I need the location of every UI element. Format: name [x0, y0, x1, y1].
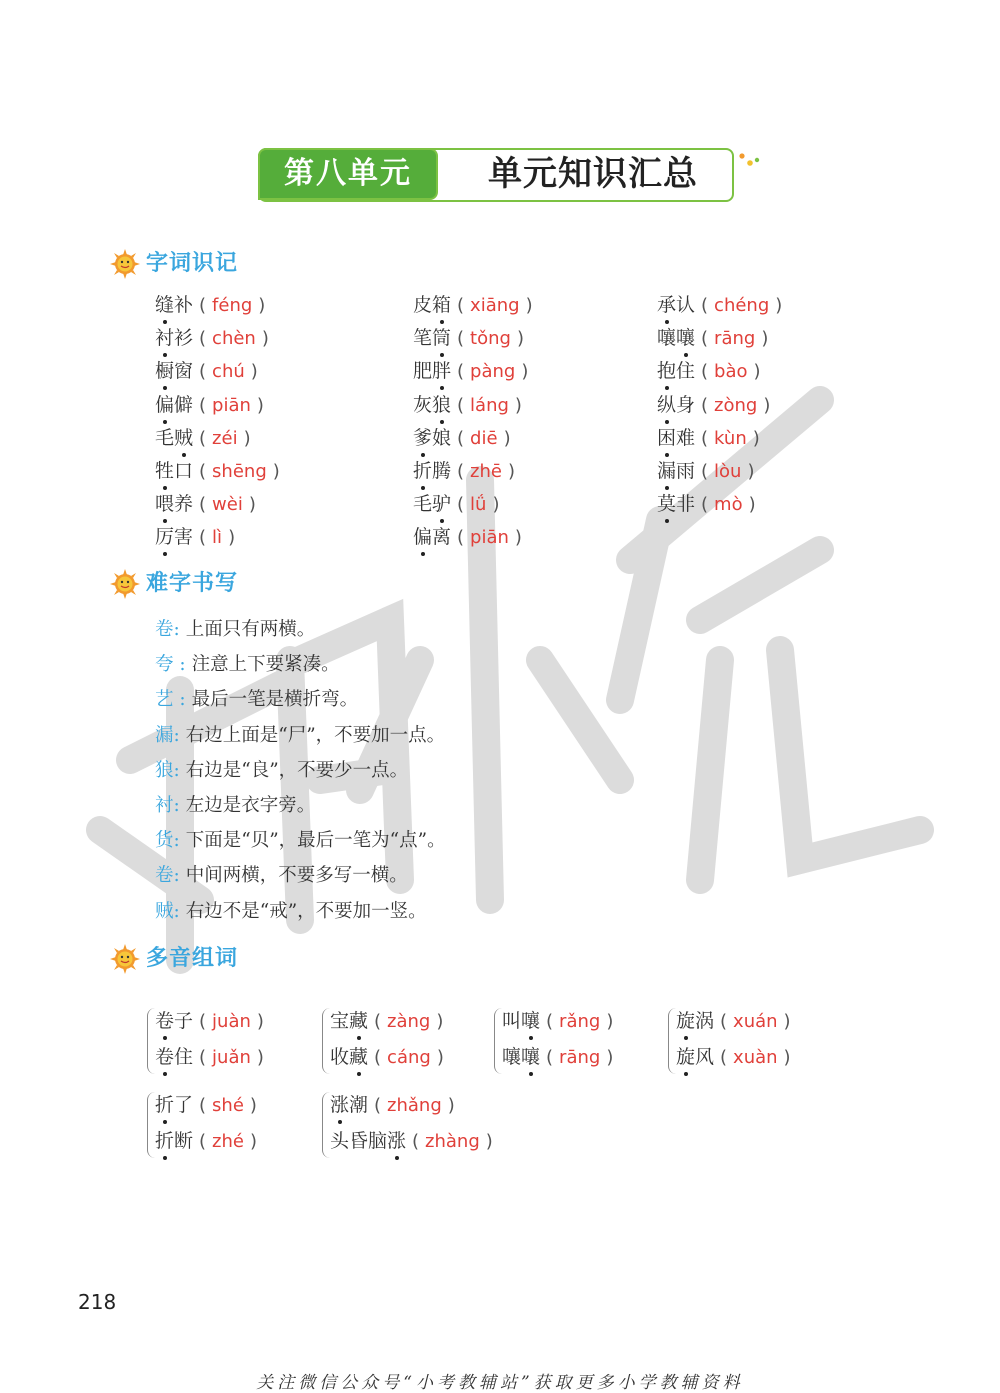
hard-char-note: 最后一笔是横折弯。	[191, 689, 359, 711]
pinyin: tǒng	[470, 328, 511, 350]
pinyin: shé	[212, 1095, 244, 1116]
emphasis-dot	[163, 1072, 167, 1076]
paren-open: (	[374, 1095, 382, 1116]
separator: :	[173, 794, 180, 816]
hard-char-note: 右边是“良”，不要少一点。	[185, 759, 409, 781]
sun-icon	[110, 249, 140, 279]
poly-line	[155, 1042, 270, 1074]
emphasis-dot	[357, 1072, 361, 1076]
paren-open: (	[199, 295, 207, 316]
vocab-row	[413, 522, 633, 555]
hard-char-row	[155, 755, 446, 790]
paren-open: (	[457, 361, 465, 383]
paren-close: )	[753, 361, 761, 383]
vocab-row	[657, 290, 877, 323]
paren-close: )	[763, 394, 771, 416]
pinyin: láng	[470, 394, 509, 416]
pinyin: rāng	[714, 328, 756, 350]
paren-open: (	[457, 394, 465, 416]
vocab-row	[657, 456, 877, 489]
paren-close: )	[256, 1047, 264, 1068]
vocab-word: 偏僻	[155, 390, 193, 420]
paren-open: (	[701, 427, 709, 449]
hard-char: 贼	[155, 900, 174, 922]
emphasis-dot	[529, 1036, 533, 1040]
poly-line	[676, 1006, 797, 1038]
vocab-word: 橱窗	[155, 356, 193, 386]
emphasis-dot	[338, 1120, 342, 1124]
pinyin: bào	[714, 361, 748, 383]
vocab-word: 收藏	[330, 1042, 368, 1072]
hard-char-row	[155, 684, 446, 719]
hard-char: 卷	[155, 619, 174, 640]
paren-open: (	[199, 1095, 207, 1116]
paren-close: )	[521, 361, 529, 383]
paren-close: )	[516, 328, 524, 350]
vocab-row	[155, 323, 375, 356]
pinyin: lǘ	[470, 494, 487, 516]
paren-close: )	[249, 1095, 257, 1116]
poly-line	[330, 1090, 461, 1122]
poly-line	[155, 1006, 270, 1038]
poly-group	[322, 1090, 512, 1166]
paren-open: (	[199, 328, 207, 350]
poly-line	[330, 1126, 499, 1158]
pinyin: chú	[212, 361, 245, 383]
paren-close: )	[485, 1131, 493, 1152]
pinyin: xuán	[733, 1011, 778, 1032]
pinyin: piān	[212, 394, 251, 416]
paren-open: (	[199, 527, 207, 549]
vocab-row	[155, 522, 375, 555]
emphasis-dot	[684, 1036, 688, 1040]
vocab-word: 肥胖	[413, 356, 451, 386]
vocab-word: 涨潮	[330, 1090, 368, 1120]
hard-char-row	[155, 860, 446, 895]
vocab-column	[657, 290, 877, 522]
vocab-word: 头昏脑涨	[330, 1126, 406, 1156]
paren-close: )	[514, 527, 522, 549]
pinyin: cáng	[387, 1047, 431, 1068]
hard-char-row	[155, 896, 446, 931]
emphasis-dot	[163, 552, 167, 556]
vocab-word: 卷住	[155, 1042, 193, 1072]
paren-close: )	[514, 394, 522, 416]
pinyin: kùn	[714, 427, 747, 449]
vocab-word: 缝补	[155, 290, 193, 320]
pinyin: zhē	[470, 460, 502, 482]
vocab-word: 折腾	[413, 456, 451, 486]
emphasis-dot	[684, 1072, 688, 1076]
pinyin: chèn	[212, 328, 256, 350]
paren-open: (	[374, 1047, 382, 1068]
vocab-word: 莫非	[657, 489, 695, 519]
vocab-word: 喂养	[155, 489, 193, 519]
vocab-word: 卷子	[155, 1006, 193, 1036]
paren-close: )	[258, 295, 266, 316]
poly-line	[155, 1126, 263, 1158]
separator: :	[173, 865, 180, 887]
paren-open: (	[701, 494, 709, 516]
paren-open: (	[457, 427, 465, 449]
hard-char-note: 右边不是“戒”，不要加一竖。	[185, 900, 427, 922]
hard-chars-list	[155, 614, 446, 931]
vocab-word: 厉害	[155, 522, 193, 552]
hard-char-note: 左边是衣字旁。	[185, 794, 316, 816]
poly-line	[676, 1042, 797, 1074]
vocab-row	[657, 356, 877, 389]
paren-open: (	[457, 460, 465, 482]
vocab-word: 折了	[155, 1090, 193, 1120]
paren-open: (	[199, 1047, 207, 1068]
hard-char-row	[155, 720, 446, 755]
pinyin: xiāng	[470, 295, 520, 316]
pinyin: piān	[470, 527, 509, 549]
vocab-word: 衬衫	[155, 323, 193, 353]
paren-close: )	[748, 494, 756, 516]
separator: :	[173, 900, 180, 922]
paren-open: (	[720, 1047, 728, 1068]
paren-open: (	[374, 1011, 382, 1032]
vocab-word: 抱住	[657, 356, 695, 386]
vocab-row	[413, 489, 633, 522]
paren-open: (	[546, 1047, 554, 1068]
paren-close: )	[606, 1047, 614, 1068]
vocab-row	[155, 356, 375, 389]
paren-close: )	[503, 427, 511, 449]
poly-group	[147, 1006, 337, 1082]
hard-char-note: 注意上下要紧凑。	[191, 654, 340, 676]
pinyin: zòng	[714, 394, 758, 416]
hard-char: 衬	[155, 794, 174, 816]
paren-close: )	[775, 295, 783, 316]
paren-close: )	[228, 527, 236, 549]
paren-close: )	[256, 394, 264, 416]
vocab-word: 偏离	[413, 522, 451, 552]
hard-char-note: 下面是“贝”，最后一笔为“点”。	[185, 830, 446, 852]
vocab-word: 皮箱	[413, 290, 451, 320]
paren-open: (	[701, 328, 709, 350]
section-title: 难字书写	[146, 571, 239, 596]
vocab-row	[657, 489, 877, 522]
emphasis-dot	[163, 1120, 167, 1124]
vocab-row	[413, 356, 633, 389]
paren-open: (	[199, 1131, 207, 1152]
pinyin: juàn	[212, 1011, 251, 1032]
vocab-row	[413, 390, 633, 423]
paren-close: )	[248, 494, 256, 516]
hard-char-note: 上面只有两横。	[185, 619, 316, 640]
paren-open: (	[701, 361, 709, 383]
vocab-word: 承认	[657, 290, 695, 320]
pinyin: zàng	[387, 1011, 431, 1032]
vocab-row	[413, 423, 633, 456]
hard-char: 货	[155, 830, 174, 852]
emphasis-dot	[163, 1156, 167, 1160]
paren-close: )	[261, 328, 269, 350]
hard-char-row	[155, 825, 446, 860]
emphasis-dot	[529, 1072, 533, 1076]
poly-group	[668, 1006, 858, 1082]
vocab-word: 旋涡	[676, 1006, 714, 1036]
vocab-column	[413, 290, 633, 556]
paren-close: )	[761, 328, 769, 350]
paren-open: (	[199, 460, 207, 482]
poly-line	[155, 1090, 263, 1122]
paren-open: (	[720, 1011, 728, 1032]
paren-close: )	[250, 361, 258, 383]
unit-tag: 第八单元	[258, 148, 438, 200]
vocab-row	[413, 456, 633, 489]
hard-char: 卷	[155, 865, 174, 887]
pinyin: pàng	[470, 361, 516, 383]
vocab-word: 折断	[155, 1126, 193, 1156]
page-title: 单元知识汇总	[488, 154, 698, 194]
page-number: 218	[78, 1290, 117, 1314]
pinyin: zhé	[212, 1131, 244, 1152]
poly-line	[330, 1006, 449, 1038]
poly-line	[330, 1042, 450, 1074]
pinyin: lòu	[714, 460, 742, 482]
separator: :	[173, 830, 180, 852]
vocab-word: 宝藏	[330, 1006, 368, 1036]
sun-icon	[110, 569, 140, 599]
paren-close: )	[272, 460, 280, 482]
vocab-word: 叫嚷	[502, 1006, 540, 1036]
paren-open: (	[701, 394, 709, 416]
vocab-word: 嚷嚷	[502, 1042, 540, 1072]
paren-open: (	[701, 460, 709, 482]
vocab-word: 灰狼	[413, 390, 451, 420]
hard-char: 狼	[155, 759, 174, 781]
separator: :	[173, 759, 180, 781]
emphasis-dot	[395, 1156, 399, 1160]
paren-open: (	[457, 328, 465, 350]
vocab-row	[155, 456, 375, 489]
pinyin: lì	[212, 527, 223, 549]
pinyin: zhǎng	[387, 1095, 442, 1116]
paren-close: )	[752, 427, 760, 449]
paren-open: (	[412, 1131, 420, 1152]
hard-char-note: 中间两横，不要多写一横。	[185, 865, 408, 887]
pinyin: mò	[714, 494, 743, 516]
vocab-word: 困难	[657, 423, 695, 453]
pinyin: rǎng	[559, 1011, 601, 1032]
poly-group	[147, 1090, 337, 1166]
vocab-word: 旋风	[676, 1042, 714, 1072]
paren-close: )	[447, 1095, 455, 1116]
vocab-column	[155, 290, 375, 556]
vocab-row	[155, 390, 375, 423]
vocab-word: 毛驴	[413, 489, 451, 519]
paren-open: (	[199, 1011, 207, 1032]
poly-line	[502, 1006, 619, 1038]
paren-open: (	[199, 494, 207, 516]
paren-open: (	[701, 295, 709, 316]
separator: :	[173, 724, 180, 746]
pinyin: juǎn	[212, 1047, 251, 1068]
pinyin: xuàn	[733, 1047, 778, 1068]
vocab-row	[413, 323, 633, 356]
vocab-word: 爹娘	[413, 423, 451, 453]
emphasis-dot	[421, 552, 425, 556]
poly-group	[494, 1006, 684, 1082]
paren-close: )	[436, 1011, 444, 1032]
separator: :	[173, 689, 186, 711]
paren-close: )	[492, 494, 500, 516]
paren-open: (	[199, 394, 207, 416]
unit-banner	[258, 148, 734, 202]
hard-char-row	[155, 649, 446, 684]
section-title: 多音组词	[146, 946, 239, 971]
vocab-word: 漏雨	[657, 456, 695, 486]
pinyin: féng	[212, 295, 253, 316]
section-title: 字词识记	[146, 251, 239, 276]
hard-char: 夸	[155, 654, 174, 676]
poly-line	[502, 1042, 619, 1074]
vocab-row	[413, 290, 633, 323]
vocab-row	[657, 423, 877, 456]
pinyin: diē	[470, 427, 498, 449]
decor-dots-icon	[738, 152, 760, 170]
vocab-row	[657, 323, 877, 356]
vocab-row	[155, 423, 375, 456]
vocab-word: 嚷嚷	[657, 323, 695, 353]
hard-char-row	[155, 614, 446, 649]
emphasis-dot	[665, 519, 669, 523]
separator: :	[173, 619, 180, 640]
sun-icon	[110, 944, 140, 974]
paren-close: )	[507, 460, 516, 482]
vocab-word: 纵身	[657, 390, 695, 420]
paren-open: (	[199, 427, 207, 449]
vocab-row	[155, 489, 375, 522]
paren-open: (	[457, 295, 465, 316]
footer-note: 关注微信公众号“小考教辅站”获取更多小学教辅资料	[256, 1373, 744, 1393]
separator: :	[173, 654, 186, 676]
pinyin: wèi	[212, 494, 243, 516]
vocab-row	[657, 390, 877, 423]
pinyin: zhàng	[425, 1131, 480, 1152]
paren-close: )	[256, 1011, 264, 1032]
paren-close: )	[243, 427, 251, 449]
vocab-word: 毛贼	[155, 423, 193, 453]
paren-close: )	[783, 1011, 791, 1032]
hard-char: 艺	[155, 689, 174, 711]
pinyin: rāng	[559, 1047, 601, 1068]
paren-open: (	[457, 527, 465, 549]
hard-char-note: 右边上面是“尸”，不要加一点。	[185, 724, 446, 746]
paren-close: )	[783, 1047, 791, 1068]
emphasis-dot	[163, 1036, 167, 1040]
paren-open: (	[199, 361, 207, 383]
vocab-word: 笔筒	[413, 323, 451, 353]
paren-close: )	[436, 1047, 444, 1068]
paren-close: )	[525, 295, 533, 316]
pinyin: chéng	[714, 295, 770, 316]
pinyin: shēng	[212, 460, 267, 482]
hard-char: 漏	[155, 724, 174, 746]
paren-close: )	[249, 1131, 258, 1152]
hard-char-row	[155, 790, 446, 825]
paren-open: (	[546, 1011, 554, 1032]
emphasis-dot	[357, 1036, 361, 1040]
pinyin: zéi	[212, 427, 238, 449]
vocab-row	[155, 290, 375, 323]
paren-open: (	[457, 494, 465, 516]
paren-close: )	[747, 460, 755, 482]
vocab-word: 牲口	[155, 456, 193, 486]
paren-close: )	[606, 1011, 614, 1032]
poly-group	[322, 1006, 512, 1082]
